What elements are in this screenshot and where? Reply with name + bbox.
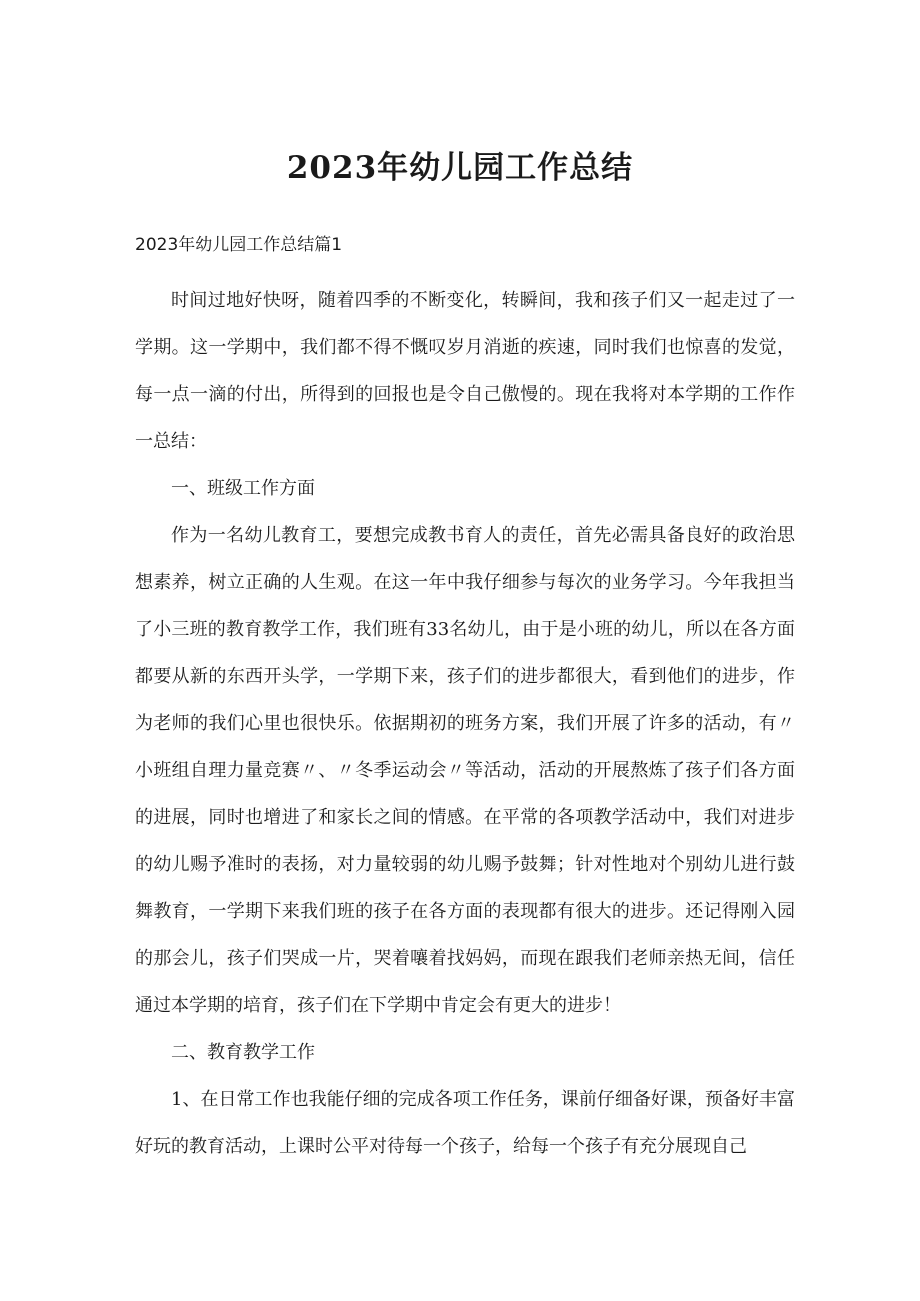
heading-class-work: 一、班级工作方面 [171, 478, 315, 499]
heading-teaching-work: 二、教育教学工作 [171, 1042, 315, 1063]
section-subtitle: 2023年幼儿园工作总结篇1 [135, 235, 343, 255]
paragraph-teaching-work: 1、在日常工作也我能仔细的完成各项工作任务，课前仔细备好课，预备好丰富好玩的教育活动，上课时公平对待每一个孩子，给每一个孩子有充分展现自己 [135, 1089, 795, 1157]
document-body [135, 230, 795, 1170]
paragraph-class-work: 作为一名幼儿教育工，要想完成教书育人的责任，首先必需具备良好的政治思想素养，树立正确的人生观。在这一年中我仔细参与每次的业务学习。今年我担当了小三班的教育教学工作，我们班有33名幼儿，由于是小班的幼儿，所以在各方面都要从新的东西开头学，一学期下来，孩子们的进步都很大，看到他们的进步，作为老师的我们心里也很快乐。依据期初的班务方案，我们开展了许多的活动，有〃小班组自理力量竞赛〃、〃冬季运动会〃等活动，活动的开展熬炼了孩子们各方面的进展，同时也增进了和家长之间的情感。在平常的各项教学活动中，我们对进步的幼儿赐予准时的表扬，对力量较弱的幼儿赐予鼓舞；针对性地对个别幼儿进行鼓舞教育，一学期下来我们班的孩子在各方面的表现都有很大的进步。还记得刚入园的那会儿，孩子们哭成一片，哭着嚷着找妈妈，而现在跟我们老师亲热无间，信任通过本学期的培育，孩子们在下学期中肯定会有更大的进步！ [135, 525, 795, 1016]
paragraph-intro: 时间过地好快呀，随着四季的不断变化，转瞬间，我和孩子们又一起走过了一学期。这一学期中，我们都不得不慨叹岁月消逝的疾速，同时我们也惊喜的发觉，每一点一滴的付出，所得到的回报也是令自己傲慢的。现在我将对本学期的工作作一总结： [135, 290, 795, 452]
document-title: 2023年幼儿园工作总结 [286, 150, 634, 186]
